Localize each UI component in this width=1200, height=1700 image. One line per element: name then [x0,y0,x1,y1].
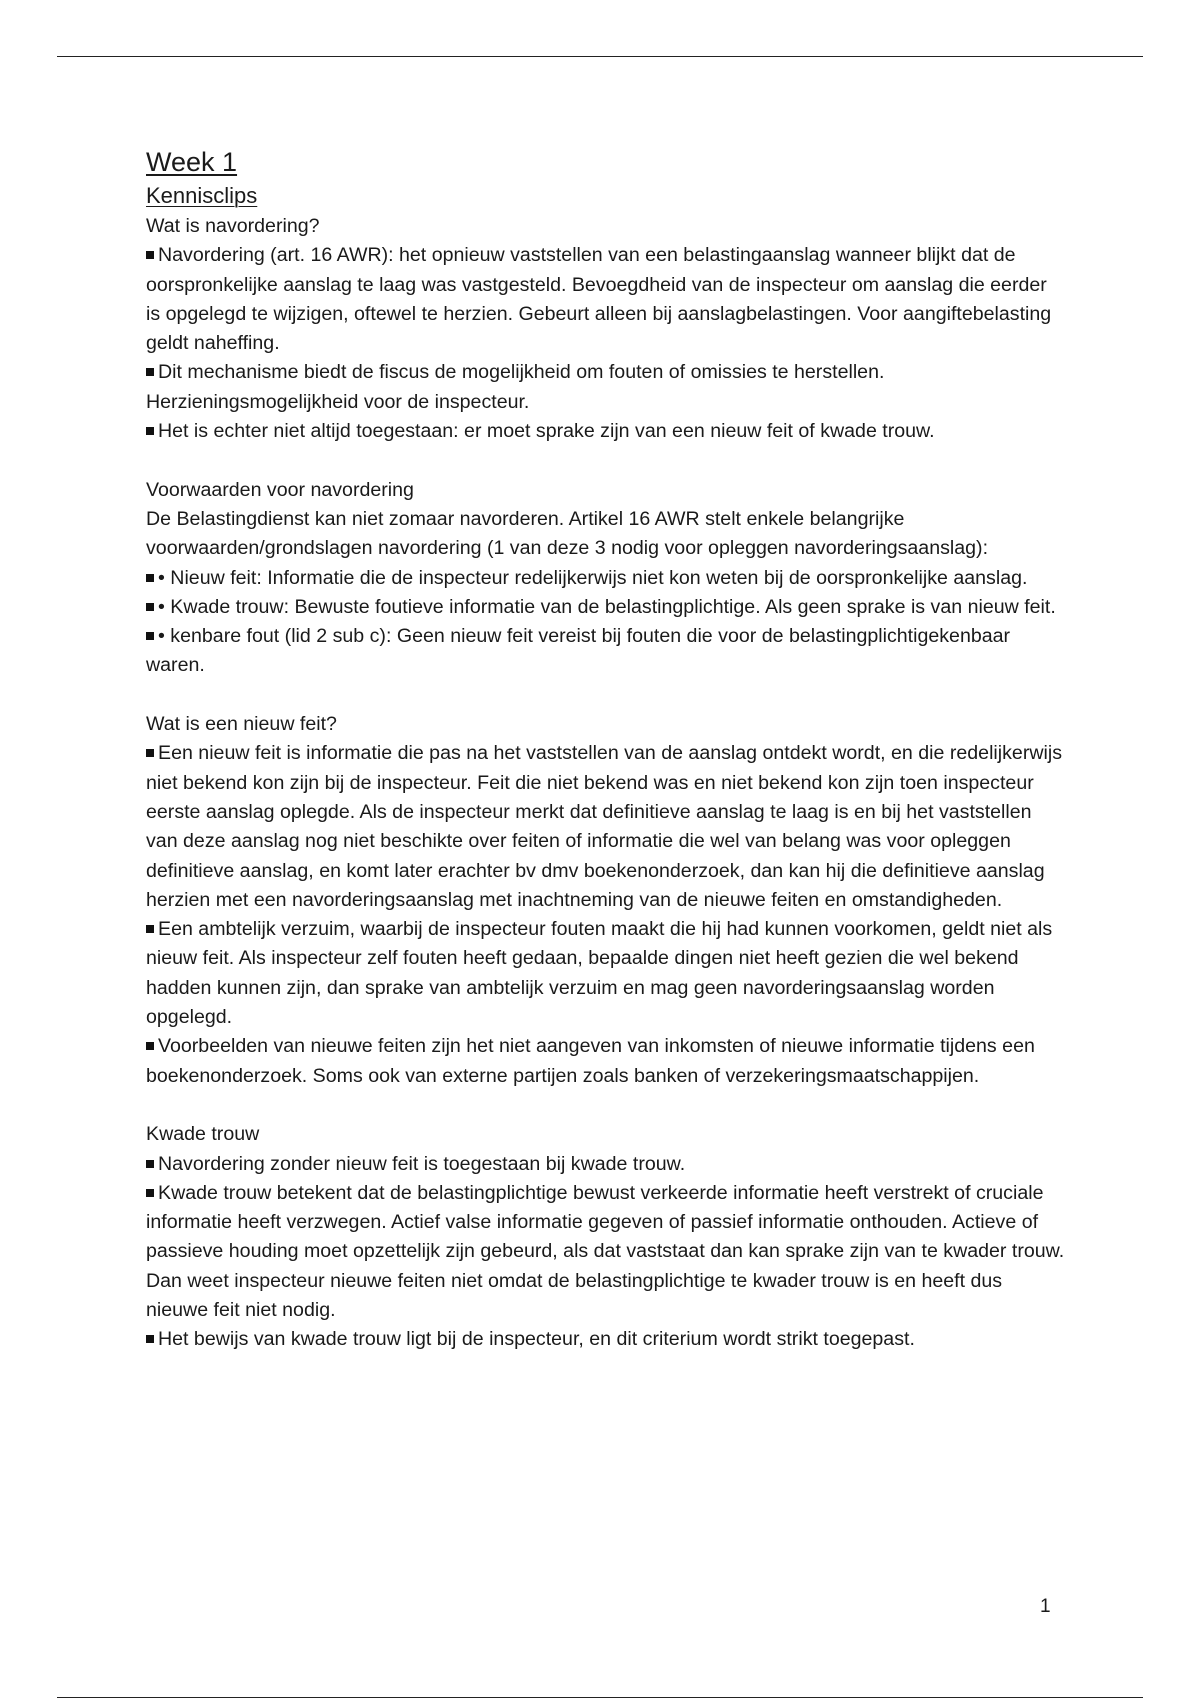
bullet-square-icon [146,574,154,582]
paragraph-text: Het is echter niet altijd toegestaan: er moet sprake zijn van een nieuw feit of kwade trouw. [158,420,935,443]
bullet-square-icon [146,1335,154,1343]
bullet-square-icon [146,1160,154,1168]
paragraph-text: • Nieuw feit: Informatie die de inspecteur redelijkerwijs niet kon weten bij de oorspronkelijke aanslag. [158,566,1028,589]
bullet-square-icon [146,925,154,933]
bullet-paragraph [146,622,1066,681]
section-title: Wat is een nieuw feit? [146,713,337,736]
bullet-square-icon [146,632,154,640]
bullet-paragraph [146,358,1066,417]
document-body [146,144,1066,1355]
paragraph-text: Een nieuw feit is informatie die pas na het vaststellen van de aanslag ontdekt wordt, en die redelijkerwijs niet bekend kon zijn bij de inspecteur. Feit die niet bekend was en niet bekend kon zijn toen inspecteur eerste aanslag oplegde. Als de inspecteur merkt dat definitieve aanslag te laag is en bij het vaststellen van deze aanslag nog niet beschikte over feiten of informatie die wel van belang was voor opleggen definitieve aanslag, en komt later erachter bv dmv boekenonderzoek, dan kan hij die definitieve aanslag herzien met een navorderingsaanslag met inachtneming van de nieuwe feiten en omstandigheden. [146,742,1063,911]
bullet-paragraph [146,417,1066,446]
bullet-paragraph [146,1325,1066,1354]
paragraph-text: Navordering (art. 16 AWR): het opnieuw vaststellen van een belastingaanslag wanneer blijkt dat de oorspronkelijke aanslag te laag was vastgesteld. Bevoegdheid van de inspecteur om aanslag die eerder is opgelegd te wijzigen, oftewel te herzien. Gebeurt alleen bij aanslagbelastingen. Voor aangiftebelasting geldt naheffing. [146,244,1052,355]
bullet-paragraph [146,593,1066,622]
paragraph-text: Een ambtelijk verzuim, waarbij de inspecteur fouten maakt die hij had kunnen voorkomen, geldt niet als nieuw feit. Als inspecteur zelf fouten heeft gedaan, bepaalde dingen niet heeft gezien die wel bekend hadden kunnen zijn, dan sprake van ambtelijk verzuim en mag geen navorderingsaanslag worden opgelegd. [146,918,1053,1029]
bullet-square-icon [146,1042,154,1050]
bullet-square-icon [146,603,154,611]
section-title: Voorwaarden voor navordering [146,478,414,501]
bullet-square-icon [146,749,154,757]
page-subtitle: Kennisclips [146,183,258,208]
bullet-paragraph [146,564,1066,593]
bullet-paragraph [146,739,1066,915]
paragraph-text: • kenbare fout (lid 2 sub c): Geen nieuw feit vereist bij fouten die voor de belastingplichtigekenbaar waren. [146,625,1011,677]
page-number: 1 [1040,1596,1051,1617]
section-title: Wat is navordering? [146,215,320,237]
bullet-paragraph [146,915,1066,1032]
spacer [146,446,1066,475]
paragraph-text: Voorbeelden van nieuwe feiten zijn het niet aangeven van inkomsten of nieuwe informatie tijdens een boekenonderzoek. Soms ook van externe partijen zoals banken of verzekeringsmaatschappijen. [146,1035,1035,1087]
paragraph-text: Navordering zonder nieuw feit is toegestaan bij kwade trouw. [158,1152,686,1175]
spacer [146,681,1066,710]
page-title: Week 1 [146,147,238,177]
bullet-square-icon [146,1189,154,1197]
paragraph-text: • Kwade trouw: Bewuste foutieve informatie van de belastingplichtige. Als geen sprake is van nieuw feit. [158,595,1056,618]
bullet-paragraph [146,241,1066,358]
bullet-square-icon [146,427,154,435]
section-title: Kwade trouw [146,1123,260,1146]
bullet-paragraph [146,1032,1066,1091]
bullet-paragraph [146,1150,1066,1179]
section-intro: De Belastingdienst kan niet zomaar navorderen. Artikel 16 AWR stelt enkele belangrijke voorwaarden/grondslagen navordering (1 van deze 3 nodig voor opleggen navorderingsaanslag): [146,507,989,560]
bullet-paragraph [146,1179,1066,1325]
paragraph-text: Het bewijs van kwade trouw ligt bij de inspecteur, en dit criterium wordt strikt toegepast. [158,1328,915,1351]
bullet-square-icon [146,368,154,376]
spacer [146,1091,1066,1120]
paragraph-text: Kwade trouw betekent dat de belastingplichtige bewust verkeerde informatie heeft verstrekt of cruciale informatie heeft verzwegen. Actief valse informatie gegeven of passief informatie onthouden. Actieve of passieve houding moet opzettelijk zijn gebeurd, als dat vaststaat dan kan sprake zijn van te kwader trouw. Dan weet inspecteur nieuwe feiten niet omdat de belastingplichtige te kwader trouw is en heeft dus nieuwe feit niet nodig. [146,1181,1065,1321]
paragraph-text: Dit mechanisme biedt de fiscus de mogelijkheid om fouten of omissies te herstellen. Herzieningsmogelijkheid voor de inspecteur. [146,361,885,413]
header-rule [57,56,1143,57]
footer-rule [57,1697,1143,1698]
bullet-square-icon [146,251,154,259]
